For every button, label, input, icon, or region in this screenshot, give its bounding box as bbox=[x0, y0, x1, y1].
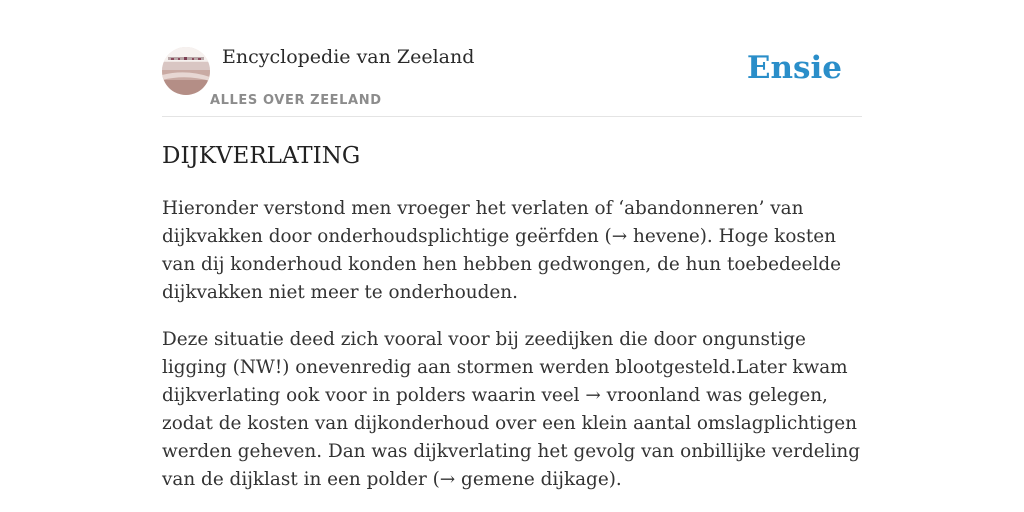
article-paragraph-1: Hieronder verstond men vroeger het verlaten of ‘abandonneren’ van dijkvakken door onderhoudsplichtige geërfden (→ hevene). Hoge kosten van dij konderhoud konden hen hebben gedwongen, de hun toebedeelde dijkvakken niet meer te onderhouden. bbox=[162, 198, 842, 303]
ensie-logo-link[interactable]: Ensie bbox=[746, 50, 842, 86]
article-paragraph-2: Deze situatie deed zich vooral voor bij zeedijken die door ongunstige ligging (NW!) onevenredig aan stormen werden blootgesteld.Later kwam dijkverlating ook voor in polders waarin veel → vroonland was gelegen, zodat de kosten van dijkonderhoud over een klein aantal omslagplichtigen werden geheven. Dan was dijkverlating het gevolg van onbillijke verdeling van de dijklast in een polder (→ gemene dijkage). bbox=[162, 329, 861, 490]
article-title: DIJKVERLATING bbox=[162, 143, 361, 169]
avatar-image bbox=[162, 47, 210, 95]
site-avatar[interactable] bbox=[162, 47, 210, 95]
site-tagline: ALLES OVER ZEELAND bbox=[210, 93, 382, 108]
site-title[interactable]: Encyclopedie van Zeeland bbox=[222, 46, 475, 68]
page-container bbox=[162, 0, 862, 494]
site-header bbox=[162, 0, 862, 117]
